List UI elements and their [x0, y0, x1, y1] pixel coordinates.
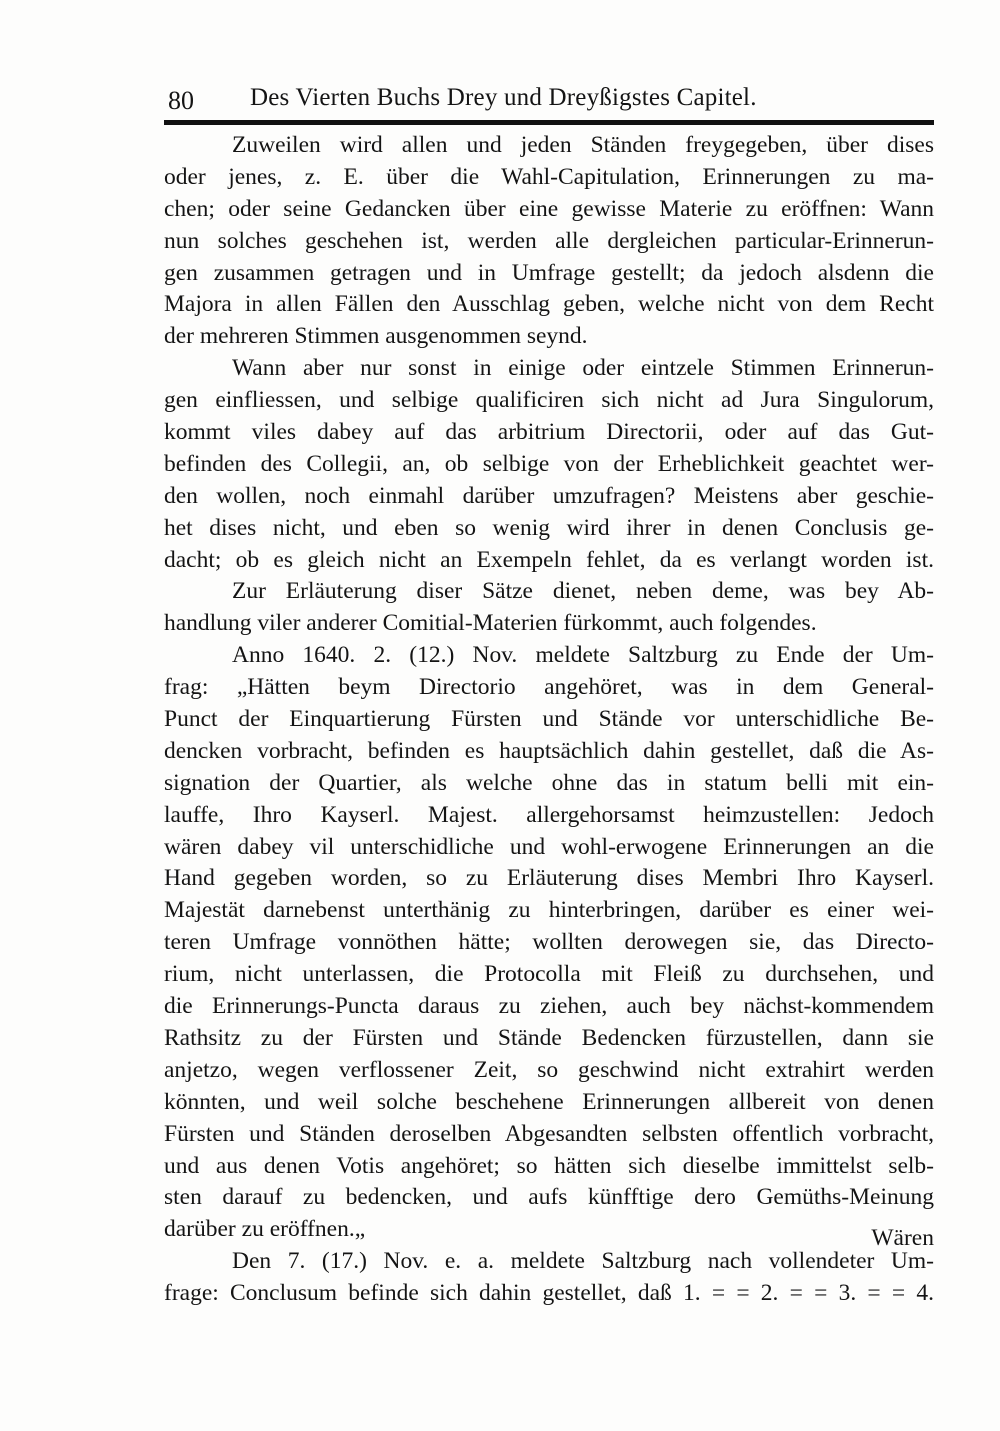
text-line: den wollen, noch einmahl darüber umzufragen? Meistens aber geschie- [164, 482, 934, 509]
text-line: rium, nicht unterlassen, die Protocolla mit Fleiß zu durchsehen, und [164, 961, 934, 988]
text-line: gen einfliessen, und selbige qualificiren sich nicht ad Jura Singulorum, [164, 387, 934, 414]
text-line: frage: Conclusum befinde sich dahin gestellet, daß 1. = = 2. = = 3. = = 4. [164, 1280, 934, 1307]
text-line: Punct der Einquartierung Fürsten und Stände vor unterschidliche Be- [164, 706, 934, 733]
text-line: teren Umfrage vonnöthen hätte; wollten derowegen sie, das Directo- [164, 929, 934, 956]
text-line: der mehreren Stimmen ausgenommen seynd. [164, 323, 588, 350]
text-line: Fürsten und Ständen deroselben Abgesandten selbsten offentlich vorbracht, [164, 1120, 934, 1147]
text-line: handlung viler anderer Comitial-Materien fürkommt, auch folgendes. [164, 610, 817, 637]
text-line: chen; oder seine Gedancken über eine gewisse Materie zu eröffnen: Wann [164, 195, 934, 222]
text-line: wären dabey vil unterschidliche und wohl-erwogene Erinnerungen an die [164, 833, 934, 860]
text-line: gen zusammen getragen und in Umfrage gestellt; da jedoch alsdenn die [164, 259, 934, 286]
text-line: könnten, und weil solche beschehene Erinnerungen allbereit von denen [164, 1088, 934, 1115]
text-line: Den 7. (17.) Nov. e. a. meldete Saltzburg nach vollendeter Um- [232, 1248, 934, 1275]
text-line: lauffe, Ihro Kayserl. Majest. allergehorsamst heimzustellen: Jedoch [164, 801, 934, 828]
text-line: nun solches geschehen ist, werden alle dergleichen particular-Erinnerun- [164, 227, 934, 254]
text-line: dencken vorbracht, befinden es hauptsächlich dahin gestellet, daß die As- [164, 737, 934, 764]
text-line: het dises nicht, und eben so wenig wird ihrer in denen Conclusis ge- [164, 514, 934, 541]
text-line: signation der Quartier, als welche ohne das in statum belli mit ein- [164, 769, 934, 796]
text-line: dacht; ob es gleich nicht an Exempeln fehlet, da es verlangt worden ist. [164, 546, 934, 573]
text-line: sten darauf zu bedencken, und aufs künfftige dero Gemüths-Meinung [164, 1184, 934, 1211]
text-line: und aus denen Votis angehöret; so hätten sich dieselbe immittelst selb- [164, 1152, 934, 1179]
text-line: anjetzo, wegen verflossener Zeit, so geschwind nicht extrahirt werden [164, 1056, 934, 1083]
text-line: Zuweilen wird allen und jeden Ständen freygegeben, über dises [232, 132, 934, 158]
page-header [164, 78, 934, 118]
body-text [164, 130, 934, 1310]
text-line: Rathsitz zu der Fürsten und Stände Bedencken fürzustellen, dann sie [164, 1024, 934, 1051]
header-rule [164, 120, 934, 125]
catchword: Wären [871, 1225, 934, 1251]
text-line: frag: „Hätten beym Directorio angehöret, was in dem General- [164, 674, 934, 701]
text-line: Zur Erläuterung diser Sätze dienet, neben deme, was bey Ab- [232, 578, 934, 605]
text-line: befinden des Collegii, an, ob selbige von der Erheblichkeit geachtet wer- [164, 450, 934, 477]
text-line: Majora in allen Fällen den Ausschlag geben, welche nicht von dem Recht [164, 291, 934, 318]
text-line: Hand gegeben worden, so zu Erläuterung dises Membri Ihro Kayserl. [164, 865, 934, 892]
page-number: 80 [168, 86, 194, 115]
text-line: Wann aber nur sonst in einige oder eintzele Stimmen Erinnerun- [232, 355, 934, 382]
text-line: die Erinnerungs-Puncta daraus zu ziehen, auch bey nächst-kommendem [164, 993, 934, 1020]
text-line: Anno 1640. 2. (12.) Nov. meldete Saltzburg zu Ende der Um- [232, 642, 934, 669]
text-line: darüber zu eröffnen.„ [164, 1216, 366, 1243]
text-line: Majestät darnebenst unterthänig zu hinterbringen, darüber es einer wei- [164, 897, 934, 924]
running-head: Des Vierten Buchs Drey und Dreyßigstes Capitel. [250, 84, 757, 111]
text-line: kommt viles dabey auf das arbitrium Directorii, oder auf das Gut- [164, 419, 934, 446]
text-line: oder jenes, z. E. über die Wahl-Capitulation, Erinnerungen zu ma- [164, 163, 934, 190]
